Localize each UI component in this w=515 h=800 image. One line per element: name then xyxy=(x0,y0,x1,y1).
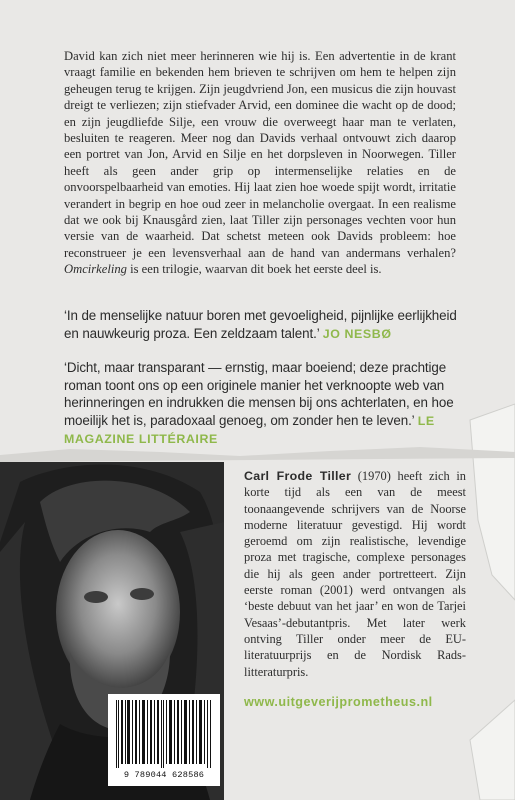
trilogy-note: is een trilogie, waarvan dit boek het eerste deel is. xyxy=(126,262,382,277)
publisher-url[interactable]: www.uitgeverijprometheus.nl xyxy=(244,695,433,709)
review-quote-nesbo xyxy=(64,307,464,343)
trilogy-title: Omcirkeling xyxy=(64,262,127,277)
author-name: Carl Frode Tiller xyxy=(244,469,352,483)
blurb-text xyxy=(64,48,456,278)
quote-text: ‘Dicht, maar transparant — ernstig, maar boeiend; deze prachtige roman toont ons op een originele manier het verknoopte web van herinneringen en indrukken die mensen bij ons achterlaten, en hoe moeilijk het is, paradoxaal genoeg, om zonder hen te leven.’ xyxy=(64,360,454,428)
barcode-digits: 9 789044 628586 xyxy=(123,770,205,780)
quote-source: LE MAGAZINE LITTÉRAIRE xyxy=(64,413,435,447)
quote-source: JO NESBØ xyxy=(322,326,392,341)
barcode-bars xyxy=(114,700,214,768)
author-bio xyxy=(244,468,466,680)
review-quote-magazine xyxy=(64,359,464,449)
isbn-barcode xyxy=(108,694,220,786)
blurb-body: David kan zich niet meer herinneren wie hij is. Een advertentie in de krant vraagt familie en bekenden hem brieven te schrijven om hem te helpen zijn geheugen terug te krijgen. Zijn jeugdvriend Jon, een musicus die zijn houvast dreigt te verliezen; zijn stiefvader Arvid, een dominee die wacht op de dood; en zijn jeugdliefde Silje, een vrouw die overweegt haar man te verlaten, besluiten te reageren. Meer nog dan Davids verhaal ontvouwt zich daarop een portret van Jon, Arvid en Silje en het dorpsleven in Noorwegen. Tiller heeft als geen ander grip op intermenselijke relaties en de onvoorspelbaarheid van emoties. Hij laat zien hoe woede spijt wordt, irritatie verandert in begrip en hoe oud zeer in melancholie overgaat. In een realisme dat we ook bij Knausgård zien, laat Tiller zijn personages vechten voor hun versie van de waarheid. Dat schetst meteen ook Davids probleem: hoe reconstrueer je een levensverhaal aan de hand van andermans verhalen? xyxy=(64,49,456,260)
author-bio-text: (1970) heeft zich in korte tijd als een van de meest toonaangevende schrijvers van de Noorse moderne literatuur gevestigd. Hij wordt geroemd om zijn realistische, levendige proza met tragische, complexe personages die hij als geen ander portretteert. Zijn eerste roman (2001) werd ontvangen als ‘beste debuut van het jaar’ en won de Tarjei Vesaas’-debutantpris. Met later werk ontving Tiller onder meer de EU-literatuurprijs en de Nordisk Rads-litteraturpris. xyxy=(244,469,466,679)
quote-text: ‘In de menselijke natuur boren met gevoeligheid, pijnlijke eerlijkheid en nauwkeurig proza. Een zeldzaam talent.’ xyxy=(64,308,457,341)
